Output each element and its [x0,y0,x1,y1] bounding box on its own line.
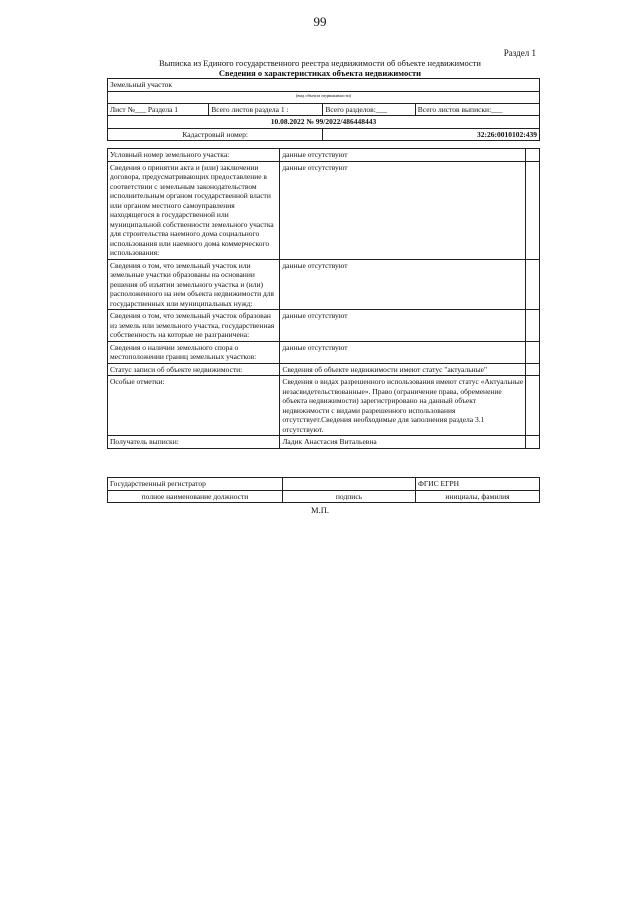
object-type: Земельный участок [108,79,540,92]
row-key: Условный номер земельного участка: [108,149,280,162]
document-subtitle: Сведения о характеристиках объекта недвижимости [218,68,422,78]
sheet-number: Лист №___ Раздела 1 [108,103,209,116]
row-value: Сведения об объекте недвижимости имеют статус "актуальные" [280,363,526,376]
table-row [108,341,540,363]
table-row [108,259,540,310]
row-empty-cell [526,376,540,436]
row-key: Статус записи об объекте недвижимости: [108,363,280,376]
document-title: Выписка из Единого государственного реестра недвижимости об объекте недвижимости [159,58,481,68]
caption-initials: инициалы, фамилия [416,490,540,503]
table-row [108,376,540,436]
total-sections: Всего разделов:___ [323,103,415,116]
registrar-org: ФГИС ЕГРН [416,478,540,491]
stamp-place: М.П. [311,505,329,515]
signature-table [107,477,540,503]
object-type-caption: (вид объекта недвижимости) [108,91,540,103]
table-row [108,436,540,449]
row-key: Сведения о том, что земельный участок образован из земель или земельного участка, государственная собственность на которые не разграничена: [108,310,280,342]
table-row [108,149,540,162]
row-empty-cell [526,161,540,259]
row-value: данные отсутствуют [280,161,526,259]
date-number: 10.08.2022 № 99/2022/486448443 [108,116,540,129]
row-empty-cell [526,259,540,310]
row-value: данные отсутствуют [280,259,526,310]
cadastral-label: Кадастровый номер: [108,128,323,141]
registrar-position: Государственный регистратор [108,478,283,491]
row-value: данные отсутствуют [280,310,526,342]
row-key: Сведения о том, что земельный участок или земельные участки образованы на основании решения об изъятии земельного участка и (или) расположенного на нем объекта недвижимости для государственных или муниципальных нужд: [108,259,280,310]
caption-position: полное наименование должности [108,490,283,503]
row-key: Получатель выписки: [108,436,280,449]
row-value: данные отсутствуют [280,149,526,162]
row-empty-cell [526,310,540,342]
caption-signature: подпись [283,490,416,503]
row-value: данные отсутствуют [280,341,526,363]
total-sheets-extract: Всего листов выписки:___ [415,103,539,116]
table-row [108,161,540,259]
row-empty-cell [526,149,540,162]
cadastral-number: 32:26:0010102:439 [323,128,540,141]
row-key: Сведения о наличии земельного спора о местоположении границ земельных участков: [108,341,280,363]
table-row [108,363,540,376]
row-value: Сведения о видах разрешенного использования имеют статус «Актуальные незасвидетельствованные». Право (ограничение права, обременение объекта недвижимости) зарегистрировано на данный объект недвижимости с видами разрешенного использования отсутствует.Сведения необходимые для заполнения раздела 3.1 отсутствуют. [280,376,526,436]
row-key: Сведения о принятии акта и (или) заключении договора, предусматривающих предоставление в соответствии с земельным законодательством исполнительным органом государственной власти или органом местного самоуправления находящегося в государственной или муниципальной собственности земельного участка для строительства наемного дома социального использования или наемного дома коммерческого использования: [108,161,280,259]
row-key: Особые отметки: [108,376,280,436]
row-value: Ладик Анастасия Витальевна [280,436,526,449]
total-sheets-section: Всего листов раздела 1 : [209,103,323,116]
row-empty-cell [526,436,540,449]
table-row [108,310,540,342]
header-table [107,78,540,141]
signature-field [283,478,416,491]
row-empty-cell [526,363,540,376]
section-label: Раздел 1 [503,48,536,58]
page-number: 99 [313,14,327,29]
characteristics-table [107,148,540,449]
row-empty-cell [526,341,540,363]
